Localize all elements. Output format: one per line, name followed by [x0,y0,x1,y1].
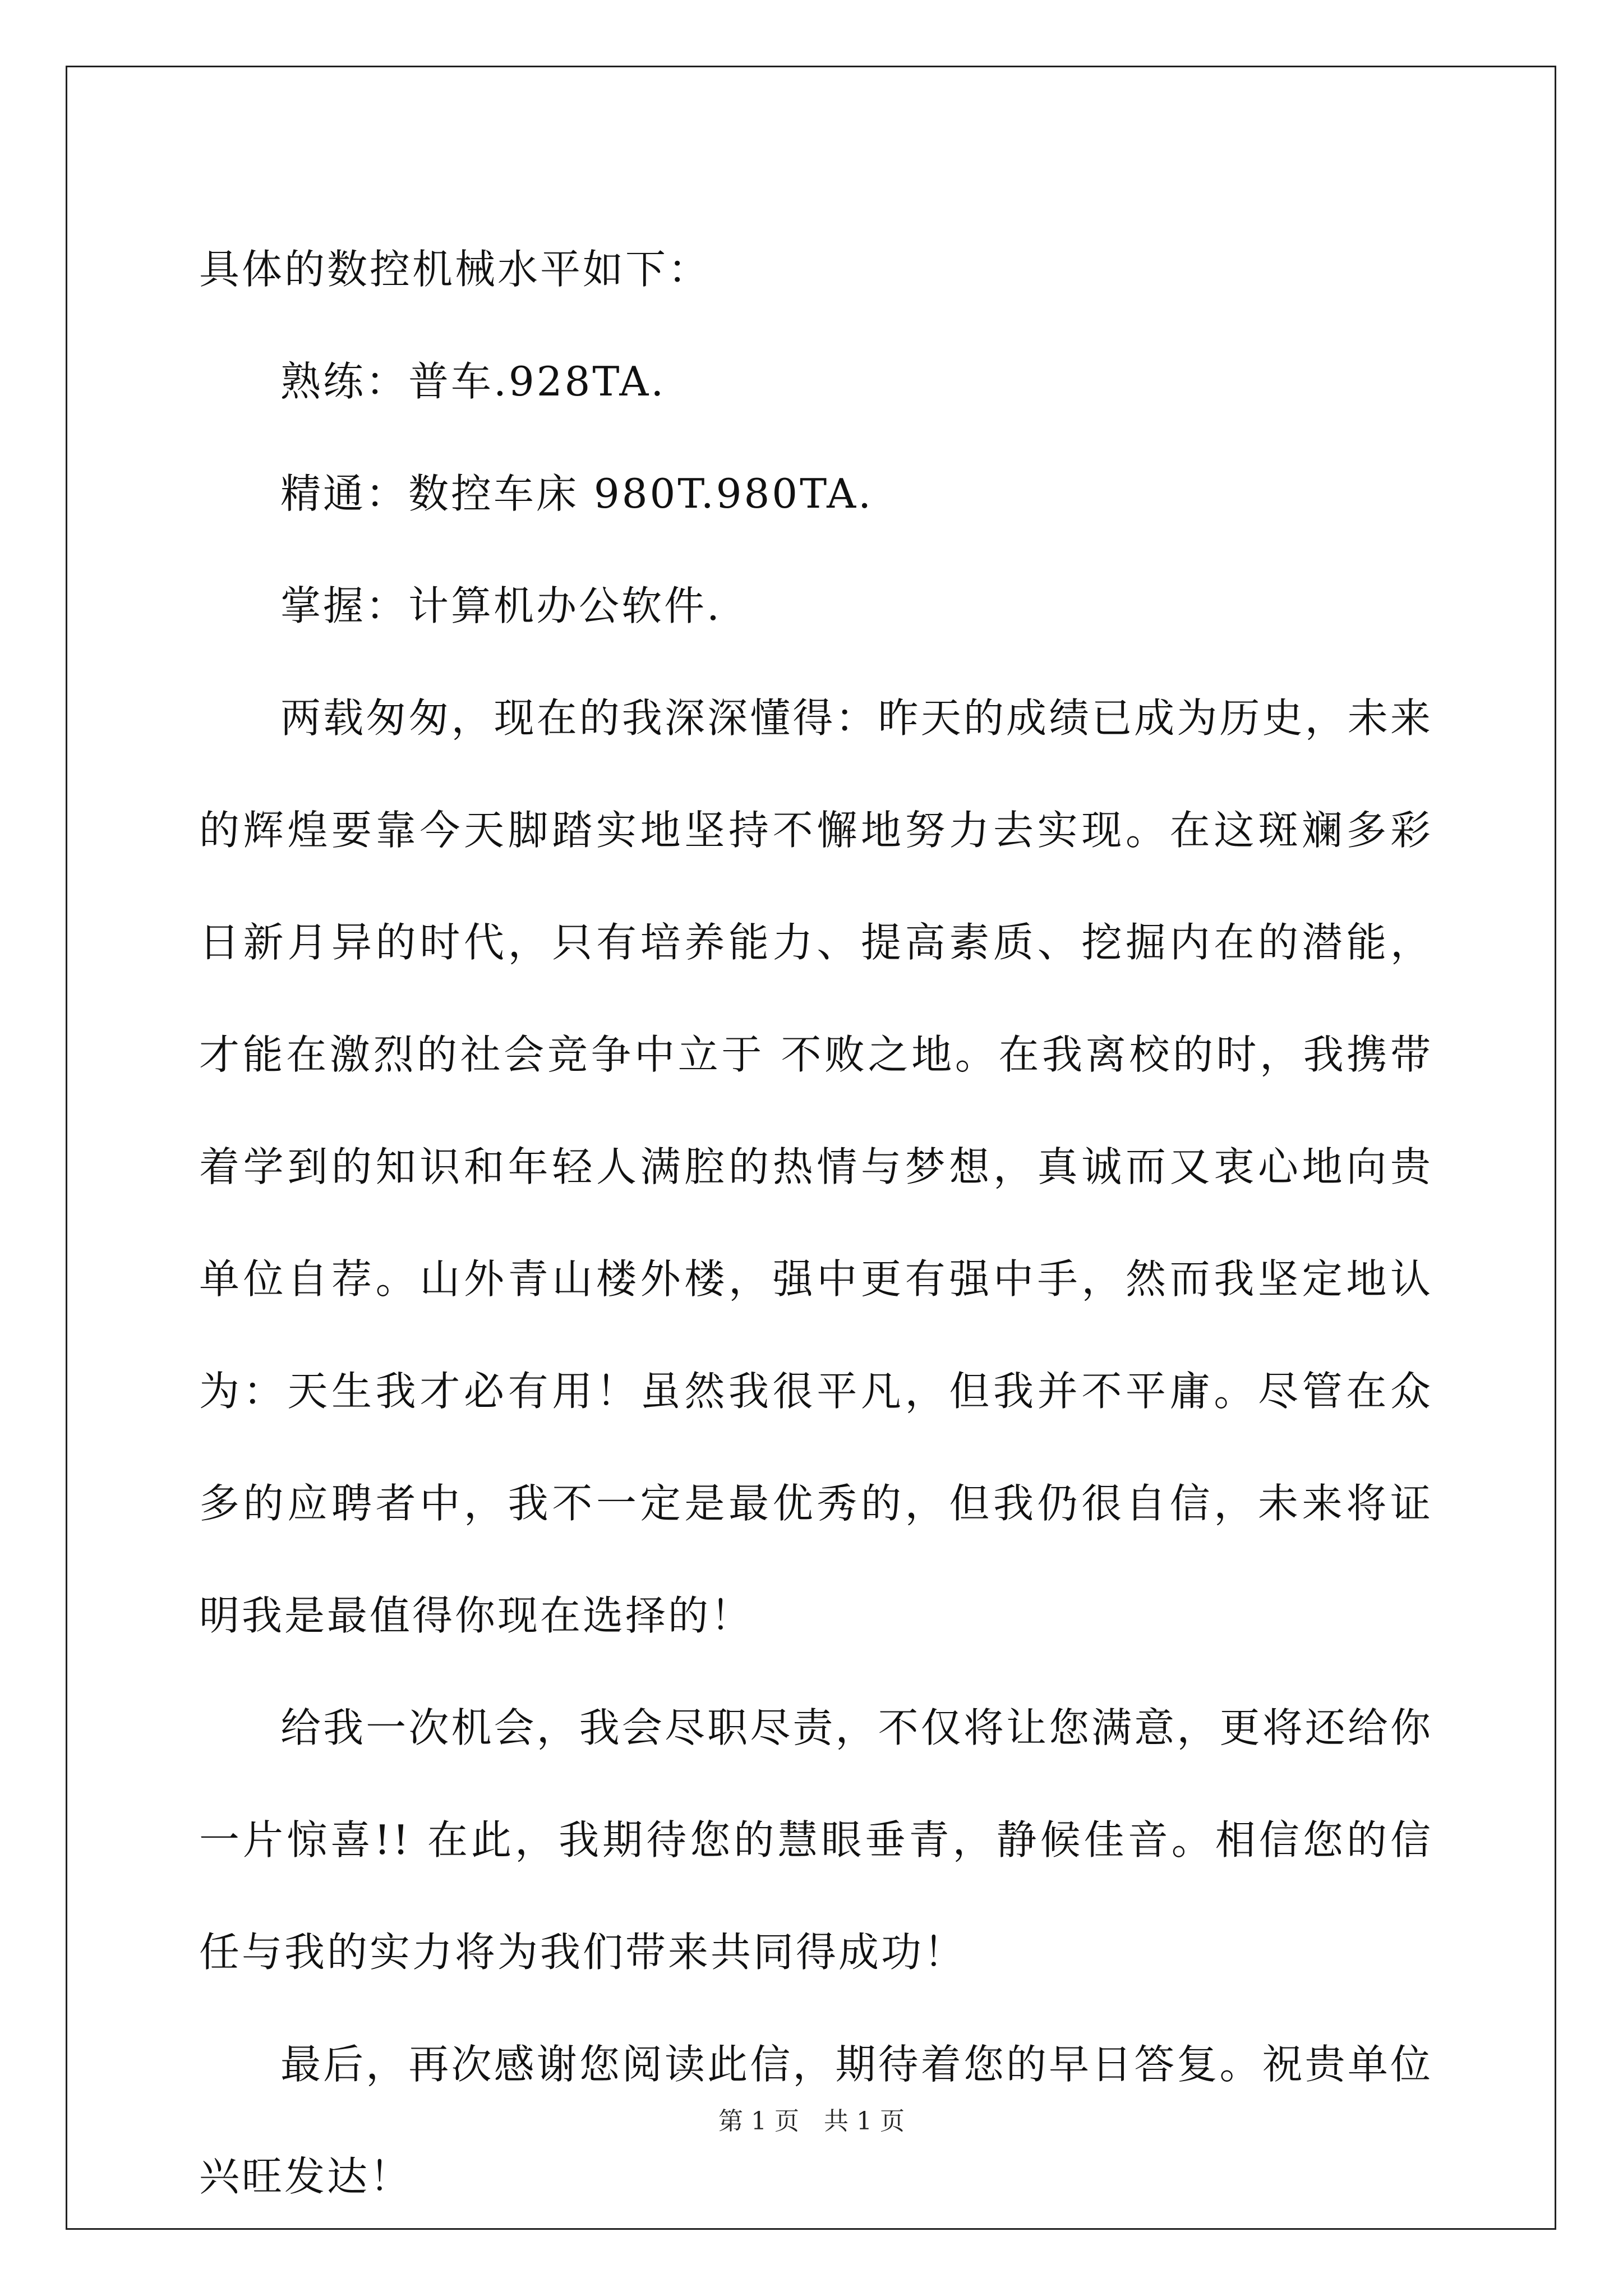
page-number-footer: 第 1 页 共 1 页 [718,2107,905,2136]
paragraph-request-opportunity: 给我一次机会，我会尽职尽责，不仅将让您满意，更将还给你一片惊喜!! 在此，我期待您的慧眼垂青，静候佳音。相信您的信任与我的实力将为我们带来共同得成功！ [199,1704,1433,1976]
paragraph-skill-proficient: 熟练：普车.928TA. [280,358,666,405]
paragraph-skill-expert: 精通：数控车床 980T.980TA. [280,470,874,517]
paragraph-skill-mastered: 掌握：计算机办公软件. [280,582,722,629]
paragraph-closing: 最后，再次感谢您阅读此信，期待着您的早日答复。祝贵单位兴旺发达！ [199,2041,1433,2200]
paragraph-self-recommendation: 两载匆匆，现在的我深深懂得：昨天的成绩已成为历史，未来的辉煌要靠今天脚踏实地坚持不懈地努力去实现。在这斑斓多彩日新月异的时代，只有培养能力、提高素质、挖掘内在的潜能，才能在激烈的社会竞争中立于 不败之地。在我离校的时，我携带着学到的知识和年轻人满腔的热情与梦想，真诚而又衷心地向贵单位自荐。山外青山楼外楼，强中更有强中手，然而我坚定地认为：天生我才必有用！虽然我很平凡，但我并不平庸。尽管在众多的应聘者中，我不一定是最优秀的，但我仍很自信，未来将证明我是最值得你现在选择的！ [199,694,1433,1639]
document-body [199,213,1433,2233]
paragraph-intro: 具体的数控机械水平如下： [199,246,711,293]
